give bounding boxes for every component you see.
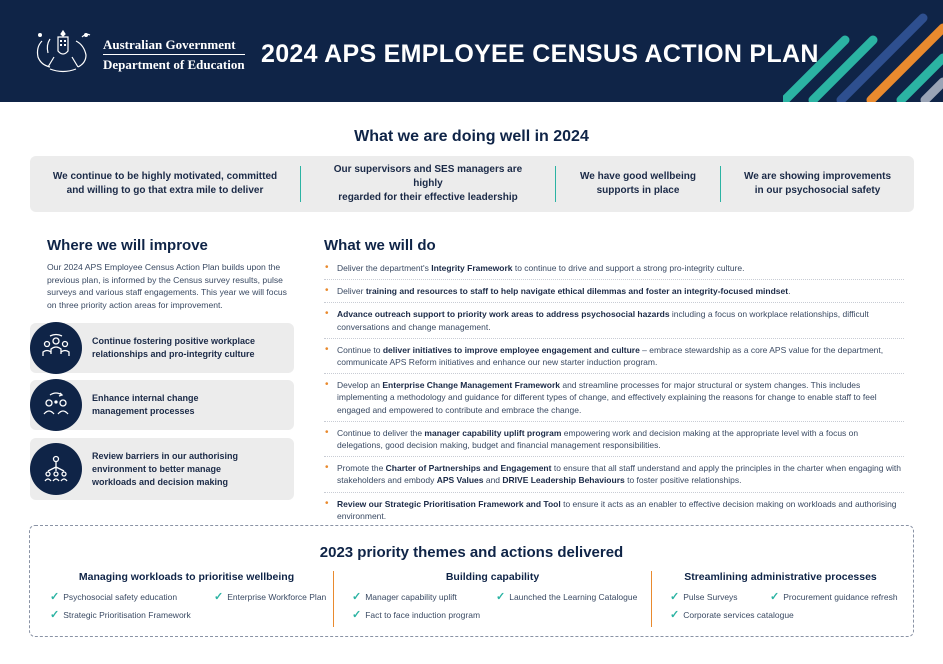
- will-do-item: • Deliver training and resources to staff to help navigate ethical dilemmas and foster an integrity-focused mindset.: [324, 285, 904, 303]
- will-do-item: • Review our Strategic Prioritisation Framework and Tool to ensure it acts as an enabler to effective decision making on workloads and authorising environment.: [324, 498, 904, 527]
- government-wordmark: [103, 36, 245, 74]
- will-do-item: • Continue to deliver initiatives to improve employee engagement and culture – embrace stewardship as a core APS value for the department, communicate APS Reform initiatives and enhance our new starter induction program.: [324, 344, 904, 374]
- improve-area-card: [30, 323, 294, 373]
- check-icon: ✓: [50, 609, 60, 621]
- delivered-item: ✓ Pulse Surveys: [670, 591, 738, 603]
- header-banner: [0, 0, 943, 102]
- doing-well-title: What we are doing well in 2024: [354, 128, 589, 145]
- will-do-list: [324, 262, 904, 532]
- delivered-item: ✓ Fact to face induction program: [352, 609, 481, 621]
- doing-well-item: Our supervisors and SES managers are highly regarded for their effective leadership: [300, 166, 555, 202]
- theme-column: [651, 571, 909, 627]
- improve-title: Where we will improve: [47, 237, 208, 254]
- team-icon: [30, 322, 82, 374]
- improve-area-card: [30, 438, 294, 500]
- theme-column: [333, 571, 651, 627]
- delivered-item: ✓ Launched the Learning Catalogue: [496, 591, 638, 603]
- coat-of-arms-icon: [30, 27, 96, 75]
- change-process-icon: [30, 379, 82, 431]
- theme-items: [40, 590, 333, 621]
- authorising-environment-icon: [30, 443, 82, 495]
- will-do-item: • Develop an Enterprise Change Management Framework and streamline processes for major structural or system changes. This includes implementing a methodology and guidance for different types of change, and effectively explaining the reasons for change to enable staff to feel engaged and empowered to contribute and embrace the change.: [324, 379, 904, 422]
- delivered-panel: [29, 525, 914, 637]
- will-do-item: • Promote the Charter of Partnerships and Engagement to ensure that all staff understand and apply the principles in the charter when engaging with stakeholders and embody APS Values and DRIVE Leadership Behaviours to foster positive relationships.: [324, 462, 904, 492]
- delivered-item: ✓ Strategic Prioritisation Framework: [50, 609, 191, 621]
- theme-items: [652, 590, 909, 621]
- delivered-item: ✓ Procurement guidance refresh: [770, 591, 898, 603]
- doing-well-item: We have good wellbeing supports in place: [555, 166, 720, 202]
- gov-line-1: Australian Government: [103, 37, 236, 52]
- will-do-item: • Deliver the department's Integrity Framework to continue to drive and support a strong pro-integrity culture.: [324, 262, 904, 280]
- page-title: 2024 APS EMPLOYEE CENSUS ACTION PLAN: [261, 40, 819, 68]
- check-icon: ✓: [352, 609, 362, 621]
- will-do-item: • Continue to deliver the manager capability uplift program empowering work and decision making at the appropriate level with a focus on delegations, good decision making, budget and financial management responsibilities.: [324, 427, 904, 457]
- decorative-stripes-icon: [783, 0, 943, 102]
- delivered-item: ✓ Psychosocial safety education: [50, 591, 178, 603]
- delivered-item: ✓ Manager capability uplift: [352, 591, 457, 603]
- theme-column: [40, 571, 333, 627]
- check-icon: ✓: [214, 591, 224, 603]
- improve-area-label: Continue fostering positive workplace relationships and pro-integrity culture: [92, 336, 256, 359]
- doing-well-item: We are showing improvements in our psychosocial safety: [720, 166, 914, 202]
- check-icon: ✓: [770, 591, 780, 603]
- theme-items: [334, 590, 651, 621]
- theme-title: Building capability: [445, 571, 540, 583]
- will-do-item: • Advance outreach support to priority work areas to address psychosocial hazards including a focus on workplace relationships, difficult conversations and change management.: [324, 308, 904, 338]
- improve-area-label: Review barriers in our authorising environment to better manage workloads and decision making: [92, 450, 239, 487]
- doing-well-item: We continue to be highly motivated, committed and willing to go that extra mile to deliver: [52, 171, 278, 196]
- check-icon: ✓: [496, 591, 506, 603]
- check-icon: ✓: [50, 591, 60, 603]
- check-icon: ✓: [670, 591, 680, 603]
- check-icon: ✓: [670, 609, 680, 621]
- theme-title: Streamlining administrative processes: [684, 571, 877, 583]
- improve-area-label: Enhance internal change management processes: [92, 393, 199, 416]
- improve-intro: Our 2024 APS Employee Census Action Plan builds upon the previous plan, is informed by the Census survey results, pulse surveys and various staff engagements. This year we will focus on three priority action areas for improvement.: [47, 262, 287, 310]
- will-do-title: What we will do: [324, 237, 436, 254]
- doing-well-panel: [30, 156, 914, 212]
- theme-title: Managing workloads to prioritise wellbeing: [78, 571, 295, 583]
- improve-area-card: [30, 380, 294, 430]
- delivered-item: ✓ Enterprise Workforce Plan: [214, 591, 327, 603]
- delivered-title: 2023 priority themes and actions delivered: [319, 544, 624, 561]
- delivered-item: ✓ Corporate services catalogue: [670, 609, 794, 621]
- gov-line-2: Department of Education: [103, 54, 245, 74]
- check-icon: ✓: [352, 591, 362, 603]
